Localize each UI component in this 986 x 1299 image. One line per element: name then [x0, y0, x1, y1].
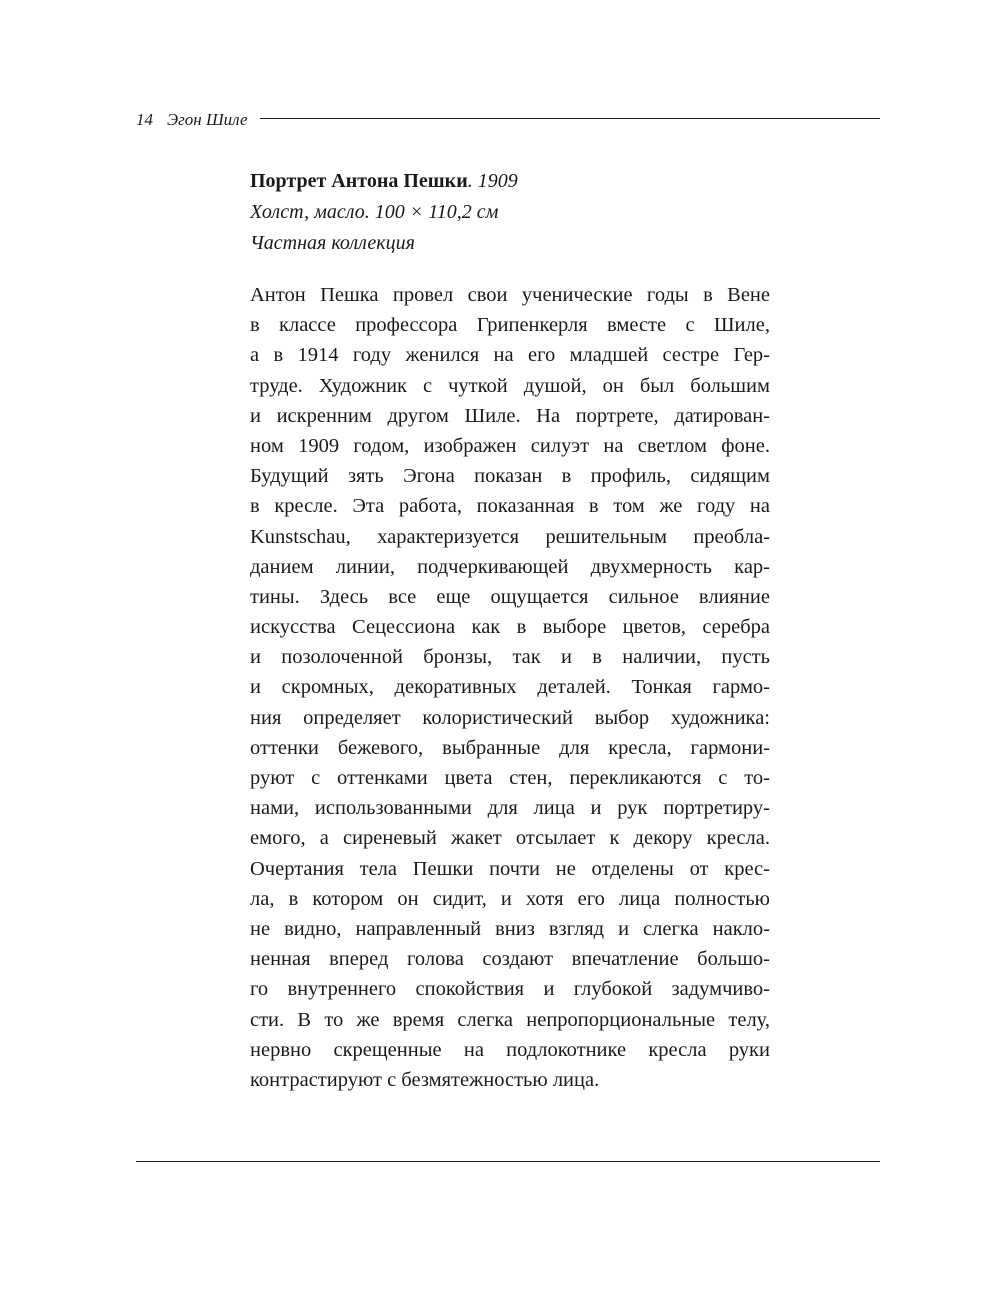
artwork-title: Портрет Антона Пешки — [250, 170, 468, 192]
body-line: данием линии, подчеркивающей двухмерность кар- — [250, 555, 770, 578]
footer-rule — [136, 1161, 880, 1162]
body-line: емого, а сиреневый жакет отсылает к декору кресла. — [250, 827, 770, 850]
body-line: и позолоченной бронзы, так и в наличии, пусть — [250, 646, 770, 669]
body-line: нами, использованными для лица и рук портретиру- — [250, 797, 770, 820]
body-line: ненная вперед голова создают впечатление большо- — [250, 948, 770, 971]
body-line: тины. Здесь все еще ощущается сильное влияние — [250, 585, 770, 608]
body-line: оттенки бежевого, выбранные для кресла, гармони- — [250, 736, 770, 759]
body-line: и скромных, декоративных деталей. Тонкая гармо- — [250, 676, 770, 699]
page-number: 14 — [136, 110, 153, 129]
body-line: контрастируют с безмятежностью лица. — [250, 1068, 600, 1091]
artwork-year: . 1909 — [467, 170, 518, 192]
body-line: Kunstschau, характеризуется решительным преобла- — [250, 525, 770, 548]
caption-title-line — [250, 166, 790, 197]
header-rule — [260, 118, 880, 119]
body-line: ния определяет колористический выбор художника: — [250, 706, 770, 729]
body-line: не видно, направленный вниз взгляд и слегка накло- — [250, 917, 770, 940]
running-head — [136, 104, 880, 128]
body-line: Очертания тела Пешки почти не отделены от крес- — [250, 857, 770, 880]
artwork-collection: Частная коллекция — [250, 232, 415, 254]
body-line: го внутреннего спокойствия и глубокой задумчиво- — [250, 978, 770, 1001]
body-line: ном 1909 годом, изображен силуэт на светлом фоне. — [250, 434, 770, 457]
artwork-medium: Холст, масло. 100 × 110,2 см — [250, 201, 499, 223]
body-line: искусства Сецессиона как в выборе цветов, серебра — [250, 616, 770, 639]
body-line: труде. Художник с чуткой душой, он был большим — [250, 374, 770, 397]
body-line: нервно скрещенные на подлокотнике кресла руки — [250, 1038, 770, 1061]
body-line: ла, в котором он сидит, и хотя его лица полностью — [250, 887, 770, 910]
body-line: сти. В то же время слегка непропорциональные телу, — [250, 1008, 770, 1031]
body-line: Будущий зять Эгона показан в профиль, сидящим — [250, 465, 770, 488]
body-paragraph — [250, 280, 770, 1095]
body-line: Антон Пешка провел свои ученические годы в Вене — [250, 284, 770, 306]
running-title: Эгон Шиле — [167, 110, 248, 129]
body-line: а в 1914 году женился на его младшей сестре Гер- — [250, 344, 770, 367]
body-line: руют с оттенками цвета стен, перекликаются с то- — [250, 767, 770, 789]
body-line: в кресле. Эта работа, показанная в том же году на — [250, 495, 770, 518]
artwork-caption — [250, 166, 790, 259]
body-line: в классе профессора Грипенкерля вместе с Шиле, — [250, 314, 770, 337]
body-line: и искренним другом Шиле. На портрете, датирован- — [250, 404, 770, 427]
